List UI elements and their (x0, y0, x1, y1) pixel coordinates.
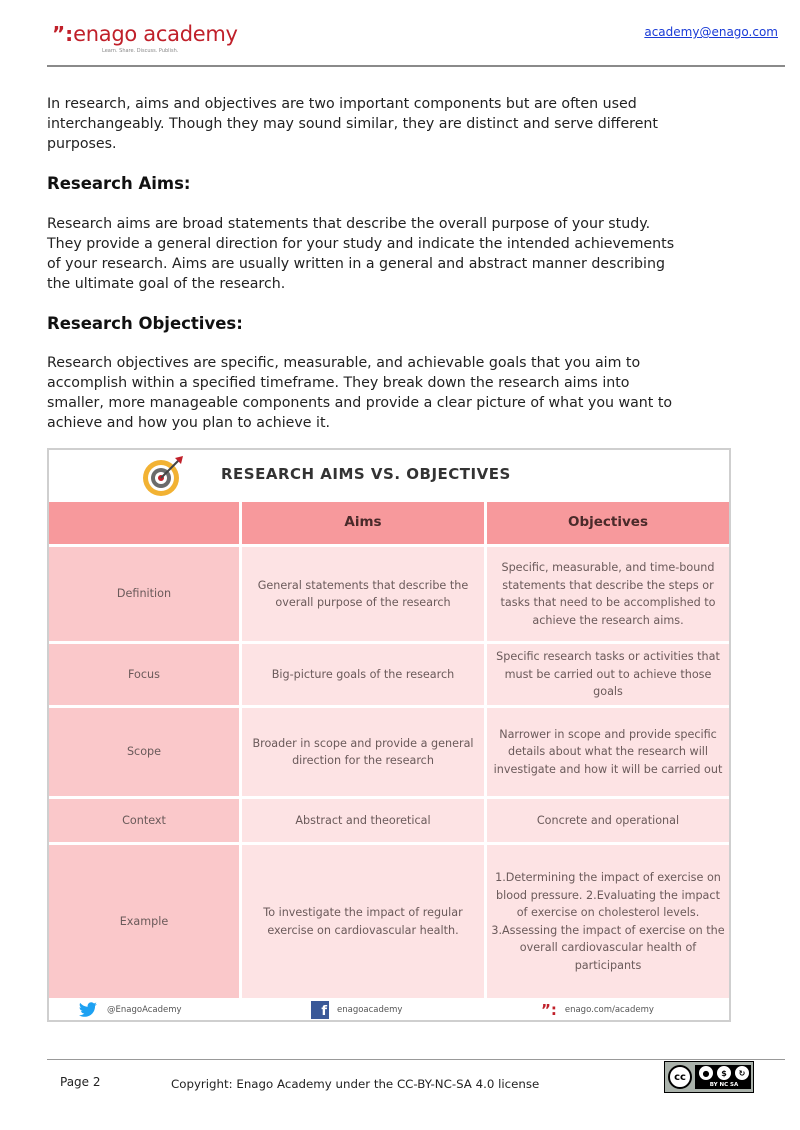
table-row (49, 708, 729, 799)
table-row (49, 644, 729, 708)
sa-icon: ↻ (734, 1065, 750, 1081)
logo-name: enago academy (73, 22, 238, 46)
footer-divider (47, 1059, 785, 1060)
header-divider (47, 65, 785, 67)
objectives-cell: Specific, measurable, and time-bound statements that describe the steps or tasks that need to be accomplished to achieve the research aims. (487, 547, 729, 644)
header-cell-objectives: Objectives (487, 502, 729, 547)
twitter-icon (77, 1002, 99, 1018)
objectives-cell: Narrower in scope and provide specific details about what the research will investigate and how it will be carried out (487, 708, 729, 799)
header-cell-aims: Aims (242, 502, 487, 547)
by-icon: ● (698, 1065, 714, 1081)
twitter-handle[interactable] (77, 1002, 182, 1018)
aims-cell: Abstract and theoretical (242, 799, 487, 845)
aims-vs-objectives-figure (47, 448, 731, 1022)
logo-mark: ”: (52, 22, 74, 46)
table-row (49, 799, 729, 845)
objectives-cell: Concrete and operational (487, 799, 729, 845)
facebook-icon: f (311, 1001, 329, 1019)
facebook-handle[interactable] (311, 1001, 402, 1019)
facebook-label: enagoacademy (337, 1005, 403, 1015)
email-link[interactable]: academy@enago.com (644, 25, 778, 39)
website-label: enago.com/academy (564, 1005, 654, 1015)
cc-badge-labels: BY NC SA (709, 1082, 739, 1088)
objectives-cell: 1.Determining the impact of exercise on blood pressure. 2.Evaluating the impact of exercise on cholesterol levels. 3.Assessing the impact of exercise on the overall cardiovascular health of participants (487, 845, 729, 1001)
page-number: Page 2 (60, 1075, 101, 1089)
aims-cell: General statements that describe the overall purpose of the research (242, 547, 487, 644)
row-label: Focus (49, 644, 242, 708)
page-header (0, 0, 800, 68)
table-row (49, 547, 729, 644)
header-cell-empty (49, 502, 242, 547)
cc-icon: cc (668, 1065, 692, 1089)
intro-paragraph: In research, aims and objectives are two important components but are often used interchangeably. Though they may sound similar, they are distinct and serve different purposes. (47, 96, 658, 152)
aims-paragraph: Research aims are broad statements that describe the overall purpose of your study. They provide a general direction for your study and indicate the intended achievements of your research. Aims are usually written in a general and abstract manner describing the ultimate goal of the research. (47, 216, 675, 292)
aims-cell: Broader in scope and provide a general direction for the research (242, 708, 487, 799)
aims-cell: To investigate the impact of regular exercise on cardiovascular health. (242, 845, 487, 1001)
table-row (49, 845, 729, 1001)
cc-license-badge[interactable] (664, 1061, 754, 1093)
logo-tagline: Learn. Share. Discuss. Publish. (102, 48, 179, 54)
objectives-paragraph: Research objectives are specific, measurable, and achievable goals that you aim to accomplish within a specified timeframe. They break down the research aims into smaller, more manageable components and provide a clear picture of what you want to achieve and how you plan to achieve it. (47, 355, 673, 431)
copyright-notice: Copyright: Enago Academy under the CC-BY-NC-SA 4.0 license (171, 1077, 540, 1091)
aims-cell: Big-picture goals of the research (242, 644, 487, 708)
figure-title: RESEARCH AIMS VS. OBJECTIVES (221, 465, 511, 483)
nc-icon: $ (716, 1065, 732, 1081)
aims-heading: Research Aims: (47, 174, 191, 193)
row-label: Example (49, 845, 242, 1001)
row-label: Definition (49, 547, 242, 644)
website-link[interactable] (541, 1001, 654, 1019)
row-label: Context (49, 799, 242, 845)
row-label: Scope (49, 708, 242, 799)
enago-icon: ”: (541, 1001, 557, 1019)
target-icon (141, 454, 185, 498)
enago-academy-logo[interactable] (52, 22, 238, 54)
twitter-label: @EnagoAcademy (107, 1005, 182, 1015)
figure-title-row (49, 450, 729, 502)
objectives-cell: Specific research tasks or activities that must be carried out to achieve those goals (487, 644, 729, 708)
objectives-heading: Research Objectives: (47, 314, 243, 333)
figure-social-bar (49, 1000, 729, 1020)
table-header-row (49, 502, 729, 547)
